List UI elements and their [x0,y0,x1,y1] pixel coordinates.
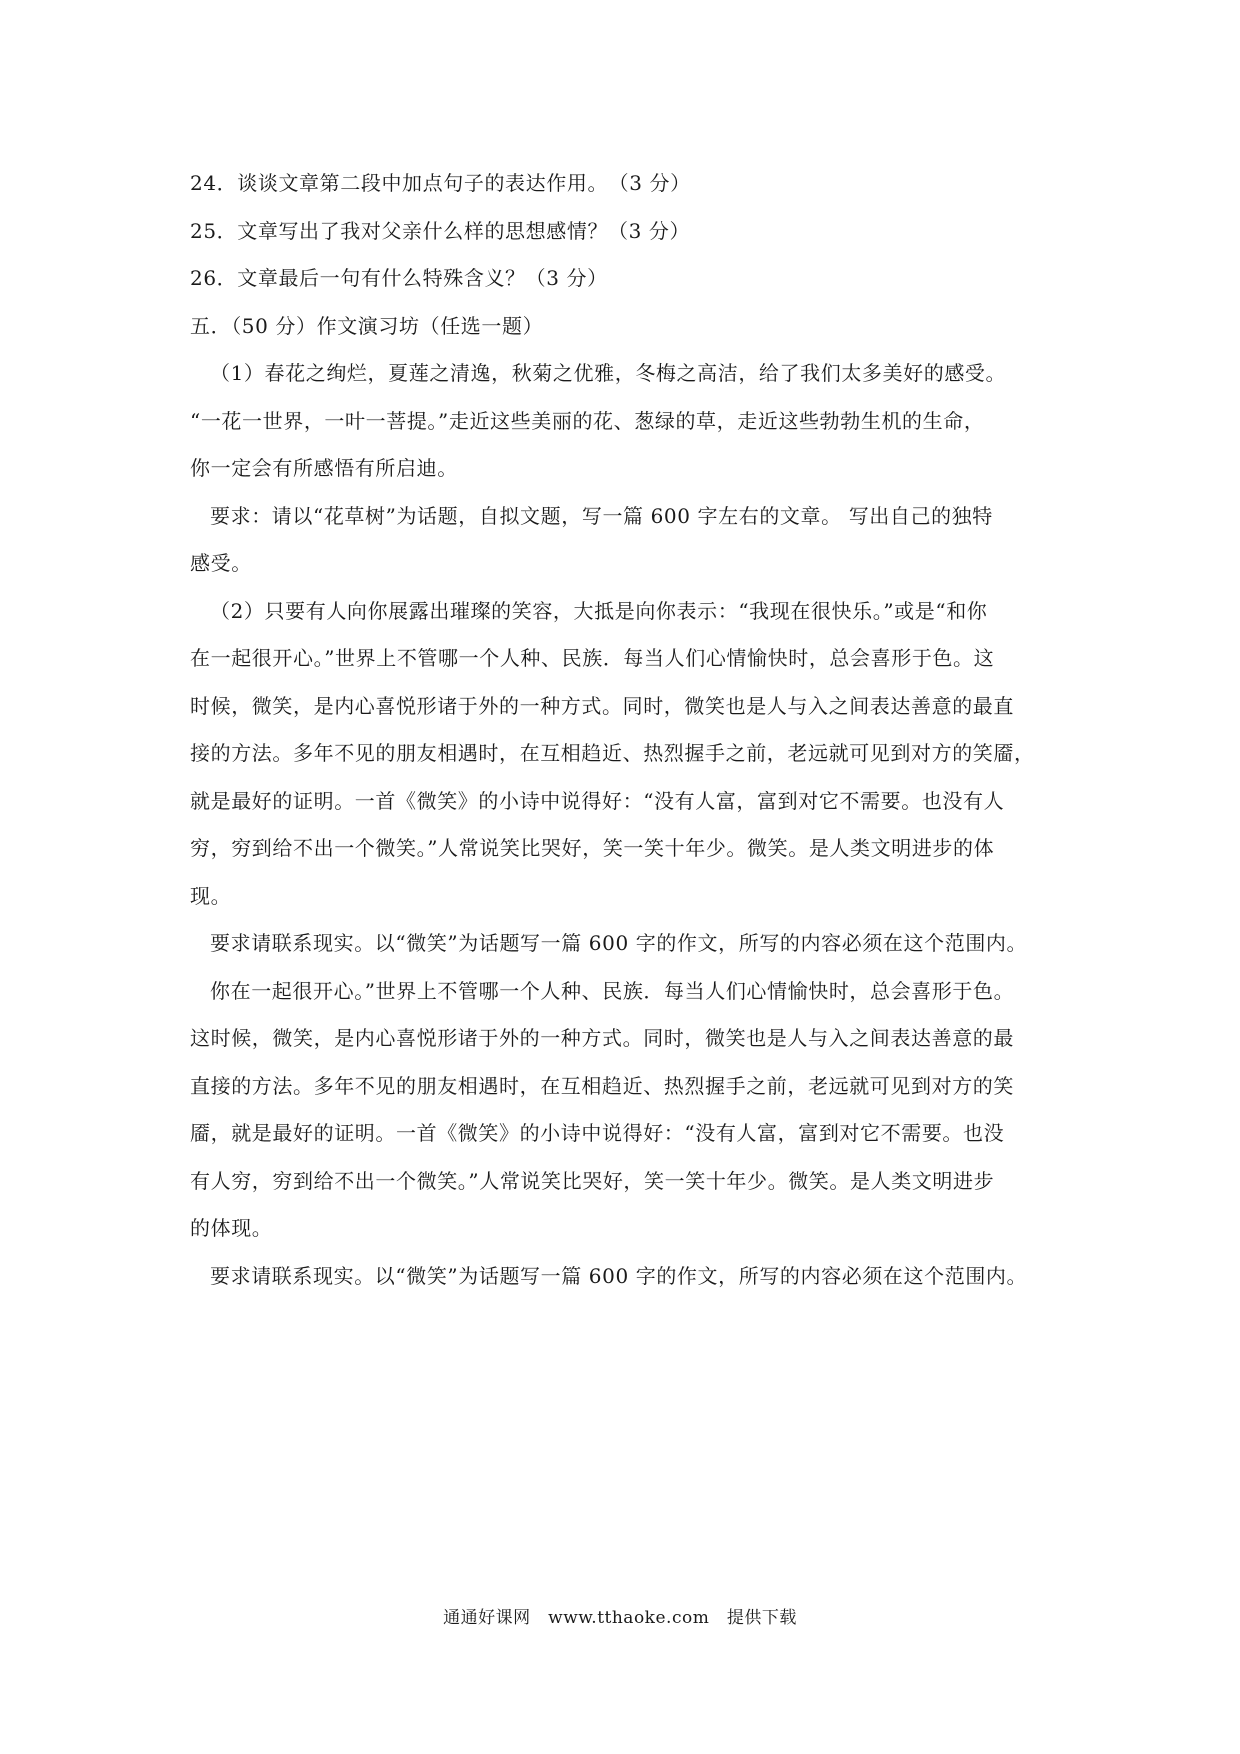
question-25: 25．文章写出了我对父亲什么样的思想感情？（3 分） [190,218,691,243]
essay-prompt-2 [190,588,1060,921]
repeated-paragraph-line: 你在一起很开心。”世界上不管哪一个人种、民族．每当人们心情愉快时，总会喜形于色。 [210,978,1015,1003]
essay-prompt-2-line: 穷，穷到给不出一个微笑。”人常说笑比哭好，笑一笑十年少。微笑。是人类文明进步的体 [190,836,995,860]
repeated-paragraph-line: 直接的方法。多年不见的朋友相遇时，在互相趋近、热烈握手之前，老远就可见到对方的笑 [190,1073,1014,1098]
essay-prompt-1-line: （1）春花之绚烂，夏莲之清逸，秋菊之优雅，冬梅之高洁，给了我们太多美好的感受。 [210,361,1007,385]
repeated-paragraph-line: 这时候，微笑，是内心喜悦形诸于外的一种方式。同时，微笑也是人与入之间表达善意的最 [190,1026,1014,1050]
essay-requirement-1-line: 感受。 [190,551,252,575]
essay-prompt-1 [190,350,1060,493]
essay-prompt-2-line: 就是最好的证明。一首《微笑》的小诗中说得好：“没有人富，富到对它不需要。也没有人 [190,788,1005,813]
essay-prompt-2-line: （2）只要有人向你展露出璀璨的笑容，大抵是向你表示：“我现在很快乐。”或是“和你 [210,598,988,623]
exam-content [190,160,1060,1300]
repeated-paragraph-line: 有人穷，穷到给不出一个微笑。”人常说笑比哭好，笑一笑十年少。微笑。是人类文明进步 [190,1168,995,1193]
essay-prompt-2-line: 接的方法。多年不见的朋友相遇时，在互相趋近、热烈握手之前，老远就可见到对方的笑靥， [190,741,1035,765]
essay-prompt-1-line: “一花一世界，一叶一菩提。”走近这些美丽的花、葱绿的草，走近这些勃勃生机的生命， [190,408,985,433]
essay-requirement-2: 要求请联系现实。以“微笑”为话题写一篇 600 字的作文，所写的内容必须在这个范围内。 [210,931,1028,955]
repeated-paragraph-line: 的体现。 [190,1216,273,1240]
essay-requirement-1-line: 要求：请以“花草树”为话题，自拟文题，写一篇 600 字左右的文章。 写出自己的独特 [210,503,993,528]
essay-prompt-2-line: 在一起很开心。”世界上不管哪一个人种、民族．每当人们心情愉快时，总会喜形于色。这 [190,646,995,670]
essay-prompt-2-line: 现。 [190,883,232,908]
essay-prompt-2-line: 时候，微笑，是内心喜悦形诸于外的一种方式。同时，微笑也是人与入之间表达善意的最直 [190,693,1014,718]
essay-requirement-3: 要求请联系现实。以“微笑”为话题写一篇 600 字的作文，所写的内容必须在这个范围内。 [210,1263,1028,1288]
question-24: 24．谈谈文章第二段中加点句子的表达作用。 （3 分） [190,171,691,195]
repeated-paragraph [190,968,1060,1253]
page-footer: 通通好课网 www.tthaoke.com 提供下载 [443,1608,797,1628]
essay-requirement-1 [190,493,1060,588]
section-five-title: 五．（50 分）作文演习坊（任选一题） [190,313,544,338]
question-26: 26．文章最后一句有什么特殊含义？（3 分） [190,266,608,290]
repeated-paragraph-line: 靥，就是最好的证明。一首《微笑》的小诗中说得好：“没有人富，富到对它不需要。也没 [190,1121,1005,1145]
essay-prompt-1-line: 你一定会有所感悟有所启迪。 [190,456,458,480]
